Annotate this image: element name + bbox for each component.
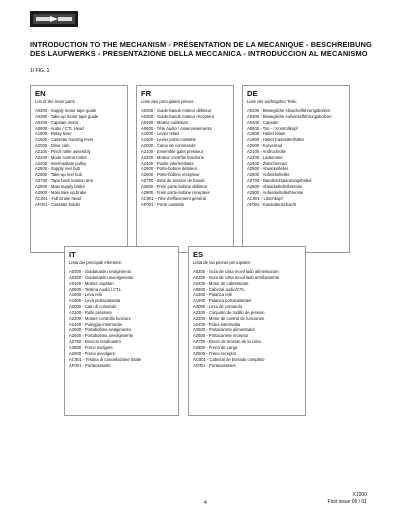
list-item: A0200 - Guidanastro svolgimento bbox=[69, 269, 132, 274]
panel-subtitle: Lista de las piezas principales : bbox=[193, 260, 253, 265]
list-item: A0600 - Ton - / Kontrollkopf bbox=[247, 125, 298, 131]
parts-list bbox=[141, 108, 230, 207]
panel-subtitle: Lista dei principali elementi : bbox=[69, 260, 123, 265]
list-item: A0200 - Supply motor tape guide bbox=[35, 108, 97, 113]
list-item: A2200 - Moteur contrôle fonctions bbox=[141, 154, 204, 160]
list-item: A2600 - Take-up reel hub bbox=[35, 172, 82, 178]
list-item: A2400 - Puleggia intermedia bbox=[69, 321, 122, 327]
brand-logo bbox=[30, 11, 78, 27]
list-item: A2400 - Poulie intermédiaire bbox=[141, 160, 194, 166]
page-number: 4 bbox=[204, 500, 207, 506]
panel-subtitle: Liste der wichtigsten Teile: bbox=[247, 99, 298, 104]
list-item: A1900 - Levier porte-cassette bbox=[141, 137, 196, 143]
list-item: A2200 - Motore controllo funzioni bbox=[69, 315, 131, 321]
list-item: A2800 - Main supply brake bbox=[35, 183, 85, 189]
list-item: A2500 - Porte-bobine débiteur bbox=[141, 166, 198, 172]
list-item: A2600 - Portacarrete receptor bbox=[193, 333, 249, 339]
list-item: A0200 - Guía de cinta movil lado alimentacion bbox=[193, 269, 279, 274]
list-item: AZ700 - Braccio tendinastro bbox=[69, 339, 121, 345]
list-item: A0600 - Tête Audio / Asservissements bbox=[141, 125, 212, 131]
panel-de bbox=[242, 85, 350, 253]
panel-code: EN bbox=[35, 89, 46, 98]
list-item: AC001 - Löschkopf bbox=[247, 195, 283, 201]
list-item: A0200 - Guide-bande moteur débiteur bbox=[141, 108, 212, 113]
issue-label: First issue 06 / 01 bbox=[327, 498, 367, 505]
list-item: A0300 - Guía de cinta movil lado arrollamiento bbox=[193, 274, 280, 280]
parts-list bbox=[69, 269, 175, 368]
panel-en bbox=[30, 85, 128, 253]
panel-code: FR bbox=[141, 89, 152, 98]
list-item: A2100 - Pinch roller assembly bbox=[35, 148, 91, 154]
list-item: A0300 - Guidanastro avvolgimento bbox=[69, 274, 134, 280]
list-item: A2900 - Main take up brake bbox=[35, 189, 87, 195]
panel-subtitle: Liste des principales pièces : bbox=[141, 99, 196, 104]
figure-label: 1/ FIG. 1 bbox=[30, 68, 50, 74]
list-item: A0200 - Bewegliche Abwickelführungsbolzen bbox=[247, 108, 331, 113]
list-item: AC001 - Cabezal de borrado completo bbox=[193, 356, 265, 362]
list-item: A2900 - Aufwickeltellerbremse bbox=[247, 189, 304, 195]
list-item: AF001 - Kassettenschacht bbox=[247, 201, 297, 207]
panel-subtitle: List of the main parts : bbox=[35, 99, 78, 104]
list-item: A0400 - Capstan motor bbox=[35, 119, 79, 125]
list-item: A2900 - Frein porte-bobine récepteur bbox=[141, 189, 210, 195]
list-item: A2100 - Rullo pressore bbox=[69, 309, 112, 315]
list-item: A1900 - Cassette housing lever bbox=[35, 137, 94, 143]
page-title: INTRODUCTION TO THE MECHANISM - PRÉSENTATION DE LA MECANIQUE - BESCHREIBUNG DES LAUFWERKS - PRESENTAZIONE DELLA MECCANICA - INTRODUCCION AL MECANISMO bbox=[30, 40, 372, 58]
panel-code: IT bbox=[69, 250, 76, 259]
list-item: A2500 - Portabobina svolgimento bbox=[69, 327, 131, 333]
list-item: A2000 - Drive cam bbox=[35, 143, 70, 149]
parts-list bbox=[193, 269, 302, 368]
list-item: A2800 - Frein porte-bobine débiteur bbox=[141, 183, 208, 189]
list-item: AF001 - Porte-cassette bbox=[141, 201, 185, 207]
list-item: A1800 - Palanca relé bbox=[193, 292, 233, 298]
list-item: A1800 - Hebel relais bbox=[247, 131, 285, 137]
list-item: AC001 - Tête d'effacement général bbox=[141, 195, 206, 201]
list-item: A2600 - Portabobina avvolgimento bbox=[69, 333, 134, 339]
list-item: A1800 - Leva relè bbox=[69, 292, 103, 298]
list-item: A2400 - Zwischenrad bbox=[247, 160, 287, 166]
panel-code: DE bbox=[247, 89, 258, 98]
parts-list bbox=[35, 108, 124, 207]
list-item: A2200 - Motor de control de funciones bbox=[193, 315, 264, 321]
list-item: A2900 - Freno receptor bbox=[193, 350, 237, 356]
panel-fr bbox=[136, 85, 234, 253]
list-item: A2100 - Andruckrolle bbox=[247, 148, 286, 154]
list-item: A2800 - Freno de carga bbox=[193, 344, 238, 350]
panel-it bbox=[64, 246, 179, 416]
list-item: A1900 - Palanca portacassetes bbox=[193, 298, 252, 304]
list-item: AZ700 - Bras de tension de bande bbox=[141, 178, 205, 184]
list-item: A2400 - Polea intermedia bbox=[193, 321, 241, 327]
list-item: A2000 - Kurvenrad bbox=[247, 143, 283, 149]
list-item: A2200 - Lademotor bbox=[247, 154, 283, 160]
list-item: AZ700 - Tape back tension arm bbox=[35, 178, 94, 184]
list-item: A2100 - Ensemble galet presseur bbox=[141, 148, 204, 154]
list-item: A1800 - Relay lever bbox=[35, 131, 72, 137]
list-item: A2500 - Portacarrete alimentador bbox=[193, 327, 255, 333]
list-item: A2000 - Leva de comando bbox=[193, 304, 243, 310]
list-item: A2600 - Aufwickelteller bbox=[247, 172, 290, 178]
list-item: A2000 - Cam di comando bbox=[69, 304, 117, 310]
list-item: A2500 - Abwickelteller bbox=[247, 166, 289, 172]
panel-code: ES bbox=[193, 250, 204, 259]
panel-es bbox=[188, 246, 306, 416]
footer bbox=[328, 492, 367, 505]
list-item: A2500 - Supply reel hub bbox=[35, 166, 80, 172]
list-item: A0600 - Testina Audio / CTL bbox=[69, 286, 122, 292]
model-label: X1000 bbox=[352, 492, 367, 498]
list-item: AF001 - Cassette holder bbox=[35, 201, 81, 207]
list-item: A2400 - Intermediate pulley bbox=[35, 160, 87, 166]
list-item: A0400 - Motore capstan bbox=[69, 280, 114, 286]
list-item: A2600 - Porte-bobine récepteur bbox=[141, 172, 200, 178]
list-item: A0400 - Moteur cabestan bbox=[141, 119, 189, 125]
list-item: A2900 - Freno avvolgere bbox=[69, 350, 116, 356]
list-item: A1900 - Hebel Cassettenhalter bbox=[247, 137, 305, 143]
list-item: A1800 - Levier relais bbox=[141, 131, 180, 137]
list-item: AF001 - Portacassetes bbox=[193, 362, 236, 368]
list-item: A0400 - Capstan bbox=[247, 119, 279, 125]
list-item: A0300 - Take-up motor tape guide bbox=[35, 113, 99, 119]
list-item: A0400 - Motor de cabrestante bbox=[193, 280, 249, 286]
list-item: AF001 - Portacassette bbox=[69, 362, 111, 368]
list-item: A2200 - Mode control motor bbox=[35, 154, 87, 160]
list-item: A0300 - Guide-bande moteur récepteur bbox=[141, 113, 215, 119]
list-item: A2000 - Came de commande bbox=[141, 143, 196, 149]
parts-list bbox=[247, 108, 346, 207]
list-item: AZ700 - Brazo de tension de la cinta bbox=[193, 339, 261, 345]
list-item: A2100 - Conjunto de rodillo de presion bbox=[193, 309, 265, 315]
list-item: A0600 - Cabezal audio/CTL bbox=[193, 286, 245, 292]
list-item: A0600 - Audio / CTL Head bbox=[35, 125, 84, 131]
list-item: A2800 - Abwickeltellerbremse bbox=[247, 183, 303, 189]
list-item: AC001 - Full Erase head bbox=[35, 195, 81, 201]
list-item: AZ700 - Bandrückspannungshebel bbox=[247, 178, 312, 184]
list-item: A1900 - Leva portacassetta bbox=[69, 298, 121, 304]
list-item: AC001 - Testina di cancellazione totale bbox=[69, 356, 142, 362]
list-item: A2800 - Freno svolgere bbox=[69, 344, 113, 350]
list-item: A0300 - Bewegliche Aufwickelführungsbolzen bbox=[247, 113, 332, 119]
